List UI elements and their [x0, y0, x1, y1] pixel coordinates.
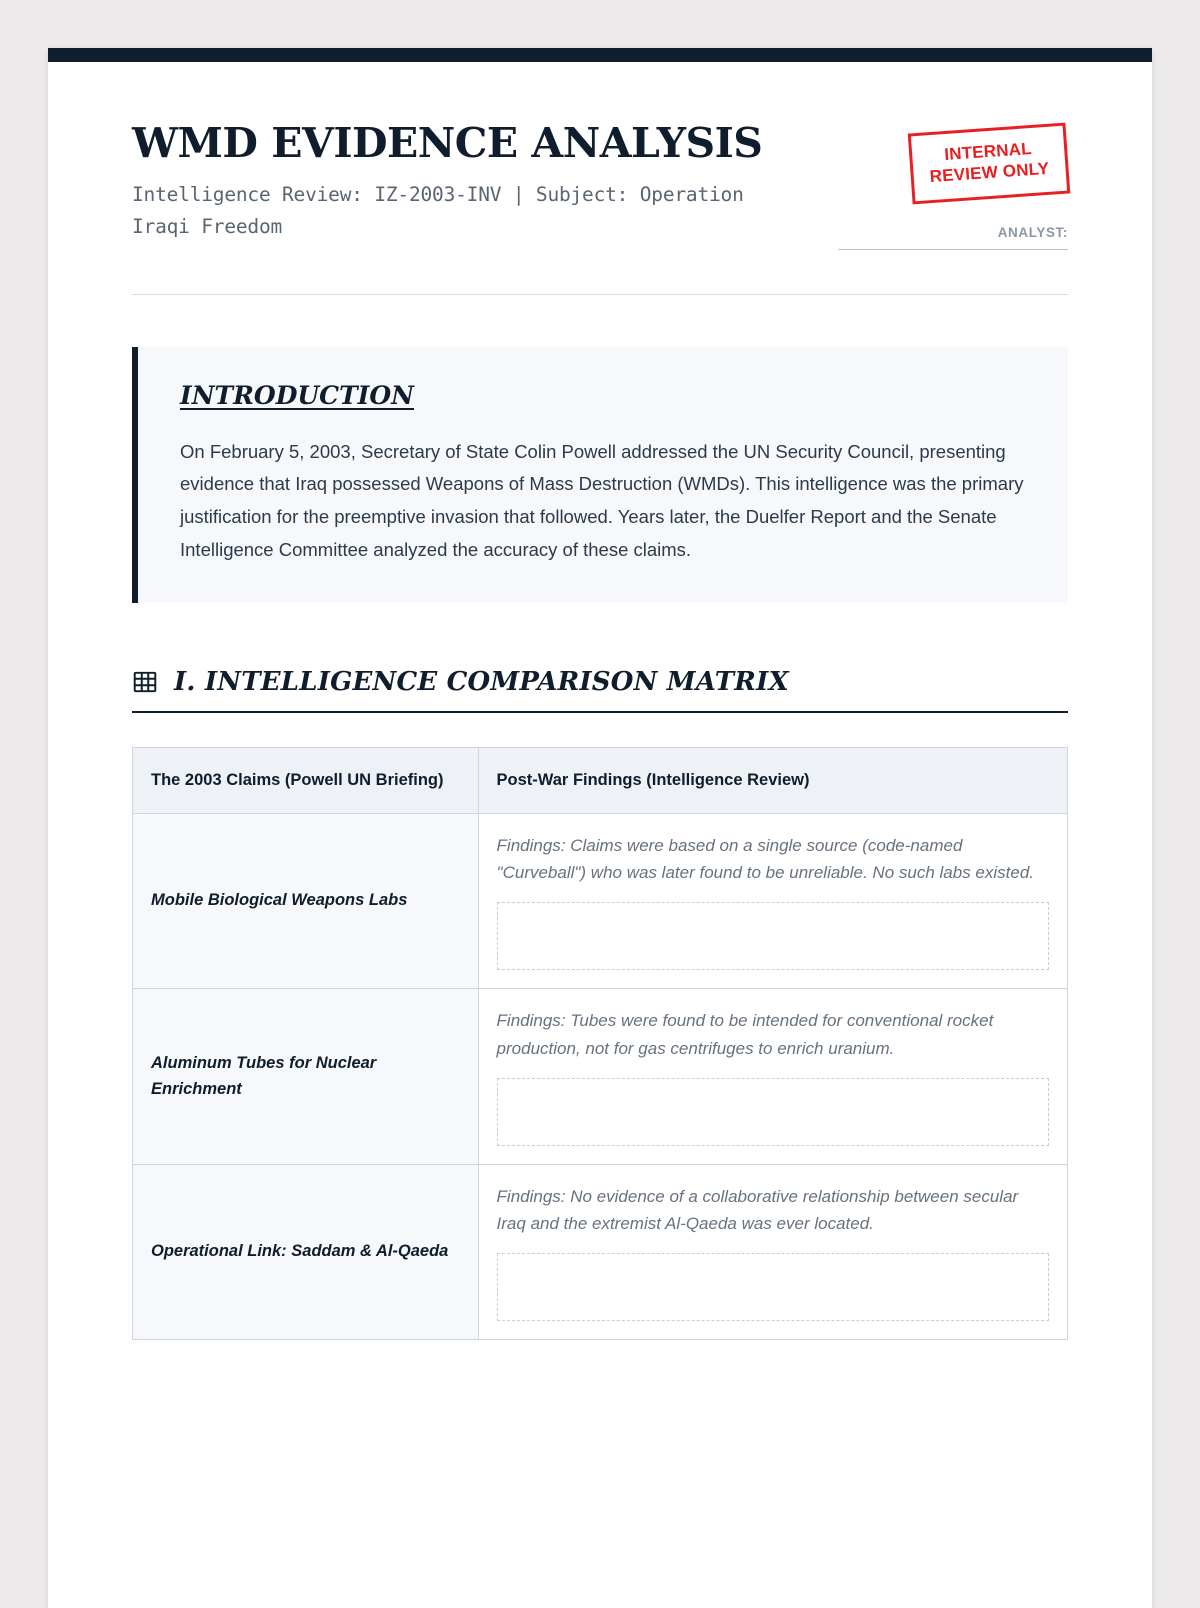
status-badge [908, 123, 1070, 204]
header-meta-block [838, 122, 1068, 250]
note-input-box[interactable] [497, 902, 1049, 970]
page-title: WMD EVIDENCE ANALYSIS [132, 119, 763, 167]
header-title-block [132, 119, 792, 243]
document-subtitle: Intelligence Review: IZ-2003-INV | Subject: Operation Iraqi Freedom [132, 183, 744, 239]
table-header-row [133, 748, 1068, 814]
document-page [48, 48, 1152, 1608]
table-row [133, 1164, 1068, 1339]
note-input-box[interactable] [497, 1253, 1049, 1321]
table-row [133, 989, 1068, 1164]
analyst-field[interactable] [838, 225, 1068, 250]
note-input-box[interactable] [497, 1078, 1049, 1146]
finding-text: Findings: Claims were based on a single source (code-named "Curveball") who was later found to be unreliable. No such labs existed. [496, 835, 1035, 883]
column-header-findings: Post-War Findings (Intelligence Review) [478, 748, 1067, 814]
document-header [132, 62, 1068, 250]
claim-cell: Mobile Biological Weapons Labs [133, 813, 479, 988]
stamp-line-2: REVIEW ONLY [929, 159, 1051, 187]
finding-cell [478, 1164, 1067, 1339]
section-header [132, 667, 1068, 713]
column-header-claims: The 2003 Claims (Powell UN Briefing) [133, 748, 479, 814]
stamp-line-1: INTERNAL [944, 138, 1033, 165]
finding-text: Findings: No evidence of a collaborative relationship between secular Iraq and the extremist Al-Qaeda was ever located. [496, 1186, 1019, 1233]
analyst-label: ANALYST: [997, 224, 1068, 240]
claim-cell: Aluminum Tubes for Nuclear Enrichment [133, 989, 479, 1164]
introduction-body: On February 5, 2003, Secretary of State Colin Powell addressed the UN Security Council, presenting evidence that Iraq possessed Weapons of Mass Destruction (WMDs). This intelligence was the primary justification for the preemptive invasion that followed. Years later, the Duelfer Report and the Senate Intelligence Committee analyzed the accuracy of these claims. [180, 440, 1024, 561]
introduction-heading: INTRODUCTION [180, 380, 415, 410]
table-grid-icon [132, 669, 158, 695]
finding-cell [478, 989, 1067, 1164]
introduction-callout [132, 347, 1068, 604]
table-row [133, 813, 1068, 988]
section-title: I. INTELLIGENCE COMPARISON MATRIX [174, 667, 789, 698]
comparison-matrix-table [132, 747, 1068, 1340]
analyst-signature-line[interactable] [838, 248, 1068, 250]
claim-cell: Operational Link: Saddam & Al-Qaeda [133, 1164, 479, 1339]
page-top-rule [48, 48, 1152, 62]
section-intelligence-comparison-matrix [132, 667, 1068, 1340]
finding-text: Findings: Tubes were found to be intended for conventional rocket production, not for gas centrifuges to enrich uranium. [496, 1011, 994, 1058]
finding-cell [478, 813, 1067, 988]
header-divider [132, 294, 1068, 295]
